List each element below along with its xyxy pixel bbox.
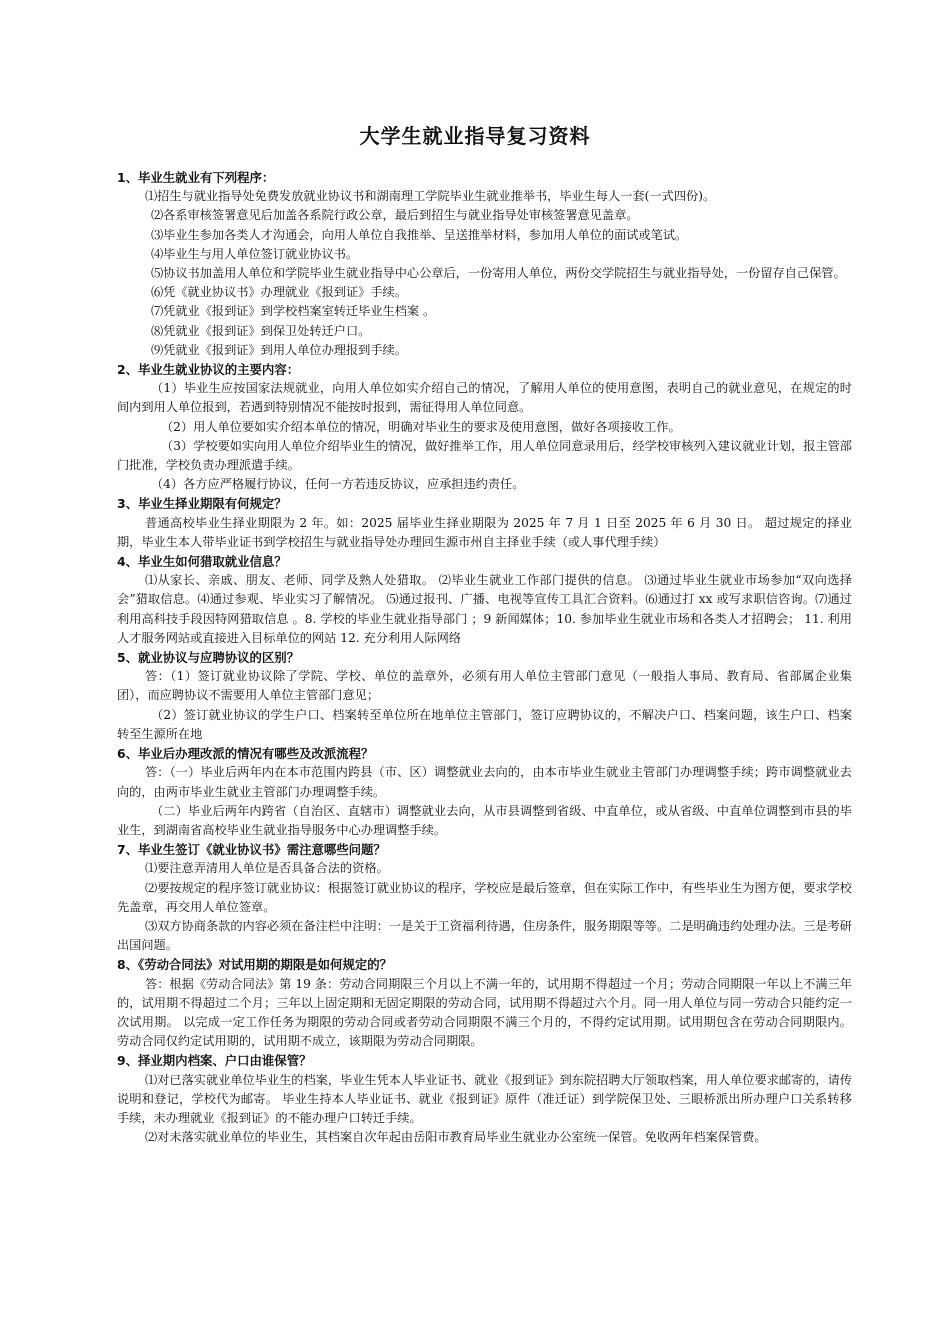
paragraph: ⑶毕业生参加各类人才沟通会，向用人单位自我推举、呈送推举材料，参加用人单位的面试或笔试。 — [151, 227, 688, 242]
section-heading: 6、毕业后办理改派的情况有哪些及改派流程？ — [117, 746, 374, 762]
paragraph: （4）各方应严格履行协议，任何一方若违反协议，应承担违约责任。 — [151, 477, 525, 492]
paragraph: 答：（一）毕业后两年内在本市范围内跨县（市、区）调整就业去向的，由本市毕业生就业主管部门办理调整手续；跨市调整就业去向的，由两市毕业生就业主管部门办理调整手续。 — [117, 765, 852, 799]
paragraph: ⑺凭就业《报到证》到学校档案室转迁毕业生档案 。 — [151, 304, 436, 319]
paragraph: ⑵各系审核签署意见后加盖各系院行政公章，最后到招生与就业指导处审核签署意见盖章。 — [151, 208, 639, 223]
section-heading: 4、毕业生如何猎取就业信息？ — [117, 554, 287, 570]
paragraph: ⑷毕业生与用人单位签订就业协议书。 — [151, 246, 359, 261]
paragraph: 答：根据《劳动合同法》第 19 条：劳动合同期限三个月以上不满一年的，试用期不得超过一个月；劳动合同期限一年以上不满三年的，试用期不得超过二个月；三年以上固定期和无固定期限的劳动合同，试用期不得超过六个月。同一用人单位与同一劳动合只能约定一次试用期。 以完成一定工作任务为期限的劳动合同或者劳动合同期限不满三个月的，不得约定试用期。试用期包含在劳动合同期限内。劳动合同仅约定试用期的，试用期不成立，该期限为劳动合同期限。 — [117, 976, 852, 1049]
paragraph: ⑻凭就业《报到证》到保卫处转迁户口。 — [151, 323, 371, 338]
section-heading: 5、就业协议与应聘协议的区别？ — [117, 650, 300, 666]
paragraph: ⑵对未落实就业单位的毕业生，其档案自次年起由岳阳市教育局毕业生就业办公室统一保管。免收两年档案保管费。 — [145, 1130, 767, 1145]
paragraph: ⑸协议书加盖用人单位和学院毕业生就业指导中心公章后，一份寄用人单位，两份交学院招生与就业指导处，一份留存自己保管。 — [151, 266, 846, 281]
paragraph: （2）签订就业协议的学生户口、档案转至单位所在地单位主管部门，签订应聘协议的，不解决户口、档案问题，该生户口、档案转至生源所在地 — [117, 707, 852, 741]
section-heading: 1、毕业生就业有下列程序： — [117, 170, 275, 185]
section-heading: 9、择业期内档案、户口由谁保管？ — [117, 1053, 312, 1069]
paragraph: ⑴对已落实就业单位毕业生的档案，毕业生凭本人毕业证书、就业《报到证》到东院招聘大厅领取档案，用人单位要求邮寄的，请传说明和登记，学校代为邮寄。 毕业生持本人毕业证书、就业《报到证》原件（准迁证）到学院保卫处、三眼桥派出所办理户口关系转移手续，未办理就业《报到证》的不能办理户口转迁手续。 — [117, 1072, 852, 1125]
paragraph: ⑼凭就业《报到证》到用人单位办理报到手续。 — [151, 342, 407, 357]
paragraph: （3）学校要如实向用人单位介绍毕业生的情况，做好推举工作，用人单位同意录用后，经学校审核列入建议就业计划，报主管部门批准，学校负责办理派遣手续。 — [117, 438, 852, 473]
paragraph: （2）用人单位要如实介绍本单位的情况，明确对毕业生的要求及使用意图，做好各项接收工作。 — [161, 419, 681, 434]
document-body — [117, 168, 852, 1147]
paragraph: 普通高校毕业生择业期限为 2 年。如：2025 届毕业生择业期限为 2025 年 7 月 1 日至 2025 年 6 月 30 日。 超过规定的择业期，毕业生本人带毕业证书到学校招生与就业指导处办理回生源市州自主择业手续（或人事代理手续） — [117, 515, 852, 549]
paragraph: ⑴从家长、亲戚、朋友、老师、同学及熟人处猎取。 ⑵毕业生就业工作部门提供的信息。 ⑶通过毕业生就业市场参加“双向选择会”猎取信息。⑷通过参观、毕业实习了解情况。 ⑸通过报刊、广播、电视等宣传工具汇合资料。⑹通过打 xx 或写求职信咨询。⑺通过利用高科技手段因特网猎取信息 。8. 学校的毕业生就业指导部门 ；9 新闻媒体；10. 参加毕业生就业市场和各类人才招聘会； 11. 利用人才服务网站或直接进入目标单位的网站 12. 充分利用人际网络 — [117, 573, 852, 645]
paragraph: ⑴要注意弄清用人单位是否具备合法的资格。 — [145, 861, 389, 876]
paragraph: ⑵要按规定的程序签订就业协议：根据签订就业协议的程序，学校应是最后签章，但在实际工作中，有些毕业生为图方便，要求学校先盖章，再交用人单位签章。 — [117, 880, 852, 914]
paragraph: （二）毕业后两年内跨省（自治区、直辖市）调整就业去向，从市县调整到省级、中直单位，或从省级、中直单位调整到市县的毕业生，到湖南省高校毕业生就业指导服务中心办理调整手续。 — [117, 803, 852, 837]
document-title: 大学生就业指导复习资料 — [359, 124, 591, 148]
section-heading: 7、毕业生签订《就业协议书》需注意哪些问题？ — [117, 842, 386, 858]
section-heading: 2、毕业生就业协议的主要内容： — [117, 362, 300, 378]
section-heading: 8、《劳动合同法》对试用期的期限是如何规定的？ — [117, 957, 393, 973]
paragraph: 答：（1）签订就业协议除了学院、学校、单位的盖章外，必须有用人单位主管部门意见（一般指人事局、教育局、省部属企业集团），而应聘协议不需要用人单位主管部门意见； — [117, 669, 852, 703]
paragraph: ⑴招生与就业指导处免费发放就业协议书和湖南理工学院毕业生就业推举书，毕业生每人一套(一式四份)。 — [145, 189, 716, 204]
paragraph: （1）毕业生应按国家法规就业，向用人单位如实介绍自己的情况，了解用人单位的使用意图，表明自己的就业意见，在规定的时间内到用人单位报到，若遇到特别情况不能按时报到，需征得用人单位同意。 — [117, 381, 852, 415]
paragraph: ⑶双方协商条款的内容必须在备注栏中注明：一是关于工资福利待遇，住房条件，服务期限等等。二是明确违约处理办法。三是考研出国问题。 — [117, 918, 852, 953]
section-heading: 3、毕业生择业期限有何规定？ — [117, 496, 287, 512]
paragraph: ⑹凭《就业协议书》办理就业《报到证》手续。 — [151, 285, 407, 300]
